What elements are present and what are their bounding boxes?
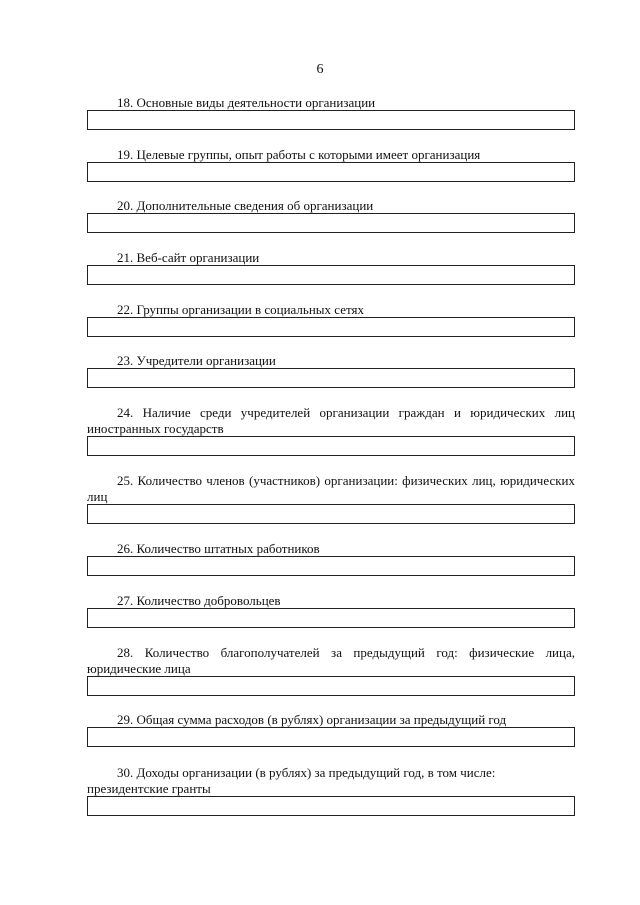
field-label xyxy=(87,765,575,797)
field-label xyxy=(87,645,575,677)
field-label xyxy=(87,353,575,369)
field-label-text: 28. Количество благополучателей за предыдущий год: физические лица, юридические лица xyxy=(87,645,575,676)
field-label-text: 21. Веб-сайт организации xyxy=(117,250,260,265)
field-input-box[interactable] xyxy=(87,727,575,747)
page-number: 6 xyxy=(316,62,324,77)
field-25 xyxy=(87,468,575,524)
field-input-box[interactable] xyxy=(87,317,575,337)
field-input-box[interactable] xyxy=(87,796,575,816)
field-label-text: 24. Наличие среди учредителей организации граждан и юридических лиц иностранных государств xyxy=(87,405,575,436)
field-label xyxy=(87,95,575,111)
field-label-text: 19. Целевые группы, опыт работы с которыми имеет организация xyxy=(117,147,481,162)
field-input-box[interactable] xyxy=(87,213,575,233)
field-30 xyxy=(87,760,575,816)
field-19 xyxy=(87,144,575,182)
field-label-text: 22. Группы организации в социальных сетях xyxy=(117,302,364,317)
field-label-text: 25. Количество членов (участников) организации: физических лиц, юридических лиц xyxy=(87,473,575,504)
field-input-box[interactable] xyxy=(87,265,575,285)
field-label-text: 20. Дополнительные сведения об организации xyxy=(117,198,374,213)
field-label-text: 18. Основные виды деятельности организации xyxy=(117,95,376,110)
field-label xyxy=(87,198,575,214)
field-26 xyxy=(87,538,575,576)
field-input-box[interactable] xyxy=(87,556,575,576)
field-28 xyxy=(87,640,575,696)
field-label xyxy=(87,473,575,505)
field-input-box[interactable] xyxy=(87,504,575,524)
field-input-box[interactable] xyxy=(87,436,575,456)
field-label-text: 27. Количество добровольцев xyxy=(117,593,281,608)
field-23 xyxy=(87,350,575,388)
field-input-box[interactable] xyxy=(87,110,575,130)
field-input-box[interactable] xyxy=(87,608,575,628)
field-input-box[interactable] xyxy=(87,162,575,182)
field-24 xyxy=(87,401,575,456)
field-22 xyxy=(87,299,575,337)
field-label-text: 23. Учредители организации xyxy=(117,353,276,368)
field-input-box[interactable] xyxy=(87,676,575,696)
field-input-box[interactable] xyxy=(87,368,575,388)
field-21 xyxy=(87,247,575,285)
field-label xyxy=(87,593,575,609)
field-label-text: 26. Количество штатных работников xyxy=(117,541,320,556)
field-29 xyxy=(87,709,575,747)
field-label xyxy=(87,541,575,557)
field-20 xyxy=(87,195,575,233)
field-label xyxy=(87,302,575,318)
field-27 xyxy=(87,590,575,628)
field-label xyxy=(87,405,575,437)
field-label xyxy=(87,250,575,266)
field-label xyxy=(87,712,575,728)
field-label-text: 30. Доходы организации (в рублях) за предыдущий год, в том числе: президентские гранты xyxy=(87,765,496,796)
field-18 xyxy=(87,92,575,130)
field-label xyxy=(87,147,575,163)
field-label-text: 29. Общая сумма расходов (в рублях) организации за предыдущий год xyxy=(117,712,507,727)
